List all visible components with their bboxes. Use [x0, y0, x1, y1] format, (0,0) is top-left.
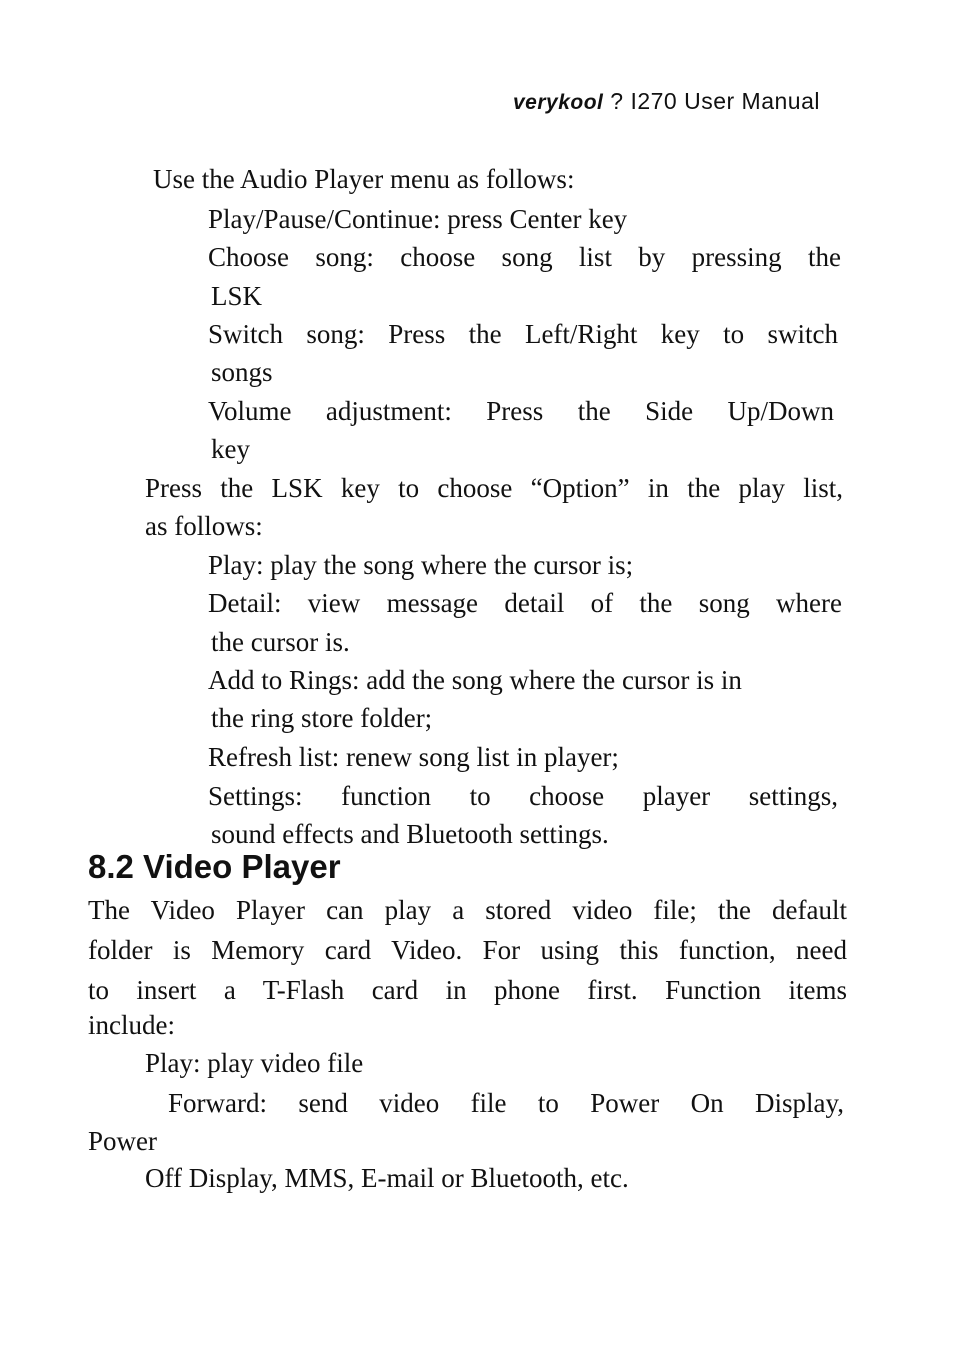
option-intro-cont: as follows:	[145, 511, 263, 541]
audio-item-switch-cont: songs	[211, 357, 273, 387]
video-item-play: Play: play video file	[145, 1048, 364, 1078]
option-settings-cont: sound effects and Bluetooth settings.	[211, 819, 609, 849]
option-refresh: Refresh list: renew song list in player;	[208, 742, 619, 772]
audio-item-switch: Switch song: Press the Left/Right key to switch	[208, 319, 838, 349]
video-para-line-4: include:	[88, 1010, 175, 1040]
video-para-line-2: folder is Memory card Video. For using this function, need	[88, 935, 847, 965]
audio-item-volume: Volume adjustment: Press the Side Up/Down	[208, 396, 834, 426]
option-settings: Settings: function to choose player settings,	[208, 781, 838, 811]
option-detail: Detail: view message detail of the song where	[208, 588, 842, 618]
header-title: ? I270 User Manual	[603, 88, 820, 114]
audio-item-choose: Choose song: choose song list by pressing the	[208, 242, 841, 272]
audio-intro: Use the Audio Player menu as follows:	[153, 164, 575, 194]
option-intro: Press the LSK key to choose “Option” in the play list,	[145, 473, 843, 503]
option-add-rings: Add to Rings: add the song where the cursor is in	[208, 665, 742, 695]
video-para-line-1: The Video Player can play a stored video file; the default	[88, 895, 847, 925]
audio-item-choose-cont: LSK	[211, 281, 263, 311]
section-heading-video-player: 8.2 Video Player	[88, 848, 341, 885]
option-detail-cont: the cursor is.	[211, 627, 350, 657]
running-header	[513, 88, 820, 115]
video-item-forward-cont: Power	[88, 1126, 157, 1156]
option-play: Play: play the song where the cursor is;	[208, 550, 634, 580]
option-add-rings-cont: the ring store folder;	[211, 703, 433, 733]
audio-item-play: Play/Pause/Continue: press Center key	[208, 204, 628, 234]
video-para-line-3: to insert a T-Flash card in phone first. Function items	[88, 975, 847, 1005]
header-brand: verykool	[512, 91, 604, 114]
video-item-forward-cont-2: Off Display, MMS, E-mail or Bluetooth, etc.	[145, 1163, 629, 1193]
audio-item-volume-cont: key	[211, 434, 250, 464]
video-item-forward: Forward: send video file to Power On Display,	[168, 1088, 844, 1118]
